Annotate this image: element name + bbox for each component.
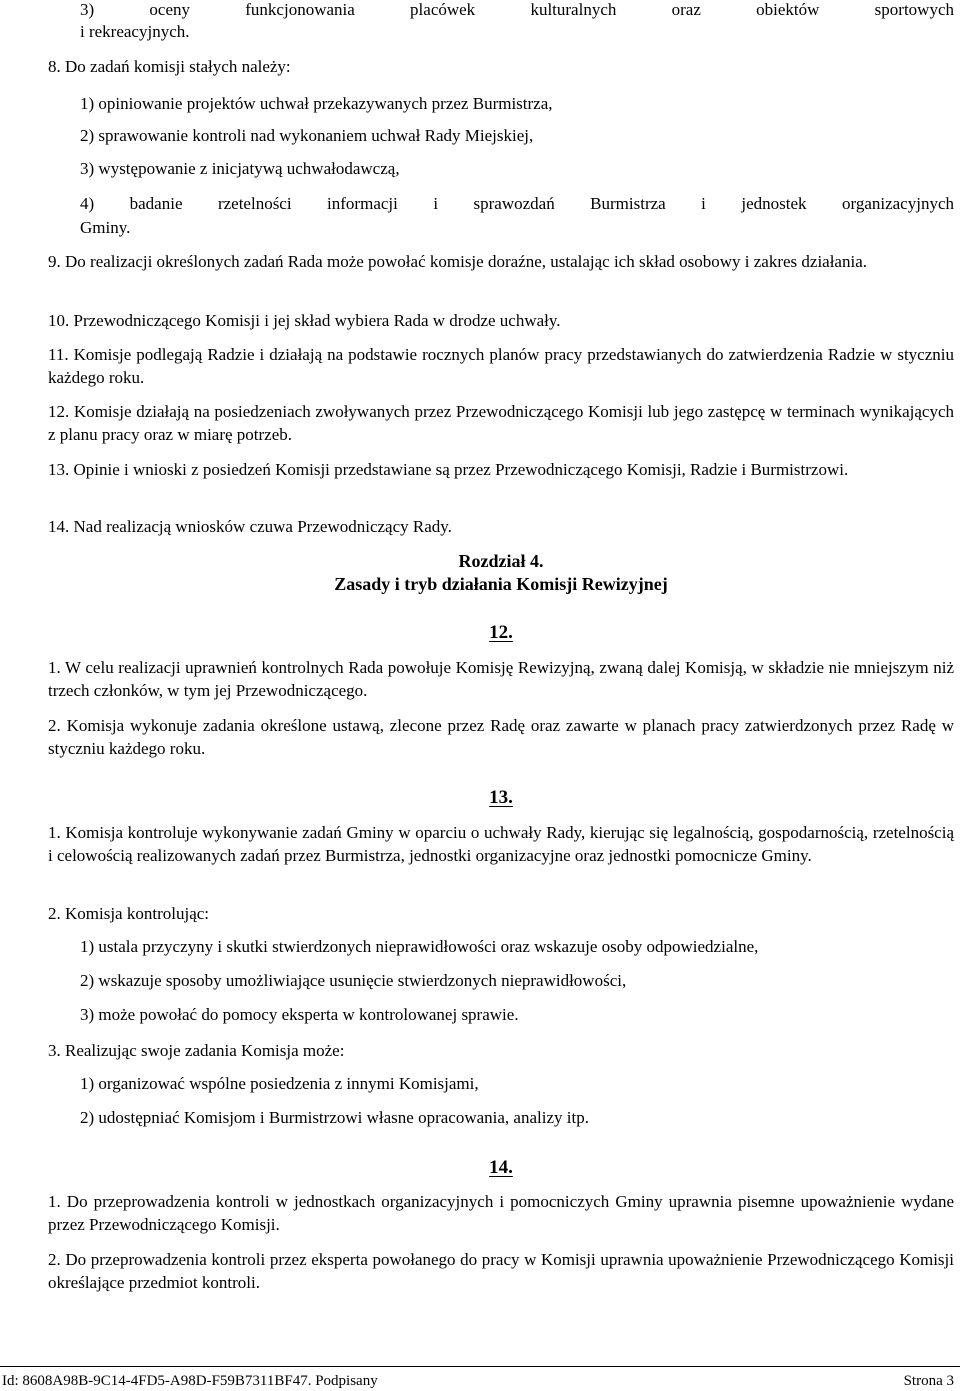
section-13-item-3: 3. Realizując swoje zadania Komisja może:	[48, 1041, 345, 1060]
section-13-heading	[48, 786, 954, 809]
paragraph-14: 14. Nad realizacją wniosków czuwa Przewodniczący Rady.	[48, 517, 452, 536]
chapter-number: Rozdział 4.	[458, 551, 544, 571]
section-13-item-2: 2. Komisja kontrolując:	[48, 904, 210, 923]
section-number: 12.	[489, 622, 513, 643]
paragraph-10: 10. Przewodniczącego Komisji i jej skład wybiera Rada w drodze uchwały.	[48, 311, 561, 330]
section-number: 13.	[489, 787, 513, 808]
chapter-title: Zasady i tryb działania Komisji Rewizyjnej	[334, 574, 668, 594]
document-id: Id: 8608A98B-9C14-4FD5-A98D-F59B7311BF47. Podpisany	[2, 1373, 378, 1389]
list-item: 2) sprawowanie kontroli nad wykonaniem uchwał Rady Miejskiej,	[80, 126, 534, 145]
section-12-heading	[48, 621, 954, 644]
section-14-item-2: 2. Do przeprowadzenia kontroli przez eksperta powołanego do pracy w Komisji uprawnia upoważnienie Przewodniczącego Komisji określające przedmiot kontroli.	[48, 1250, 954, 1292]
list-item: 2) wskazuje sposoby umożliwiające usunięcie stwierdzonych nieprawidłowości,	[80, 971, 627, 990]
page-number: Strona 3	[903, 1373, 954, 1389]
list-item: 4) badanie rzetelności informacji i sprawozdań Burmistrza i jednostek organizacyjnych	[80, 194, 954, 213]
section-12-item-2: 2. Komisja wykonuje zadania określone ustawą, zlecone przez Radę oraz zawarte w planach pracy zatwierdzonych przez Radę w styczniu każdego roku.	[48, 716, 954, 758]
section-number: 14.	[489, 1157, 513, 1178]
section-14-heading	[48, 1156, 954, 1179]
list-item: 2) udostępniać Komisjom i Burmistrzowi własne opracowania, analizy itp.	[80, 1108, 589, 1127]
section-12-item-1: 1. W celu realizacji uprawnień kontrolnych Rada powołuje Komisję Rewizyjną, zwaną dalej Komisją, w składzie nie mniejszym niż trzech członków, w tym jej Przewodniczącego.	[48, 658, 954, 700]
section-13-item-1: 1. Komisja kontroluje wykonywanie zadań Gminy w oparciu o uchwały Rady, kierując się legalnością, gospodarnością, rzetelnością i celowością realizowanych zadań przez Burmistrza, jednostki organizacyjne oraz jednostki pomocnicze Gminy.	[48, 823, 954, 865]
list-item-cont: i rekreacyjnych.	[80, 22, 190, 41]
section-14-item-1: 1. Do przeprowadzenia kontroli w jednostkach organizacyjnych i pomocniczych Gminy uprawnia pisemne upoważnienie wydane przez Przewodniczącego Komisji.	[48, 1192, 954, 1234]
paragraph-9: 9. Do realizacji określonych zadań Rada może powołać komisje doraźne, ustalając ich skład osobowy i zakres działania.	[48, 252, 867, 271]
paragraph-12: 12. Komisje działają na posiedzeniach zwoływanych przez Przewodniczącego Komisji lub jego zastępcę w terminach wynikających z planu pracy oraz w miarę potrzeb.	[48, 402, 954, 444]
list-item: 1) ustala przyczyny i skutki stwierdzonych nieprawidłowości oraz wskazuje osoby odpowiedzialne,	[80, 937, 759, 956]
list-item: 1) opiniowanie projektów uchwał przekazywanych przez Burmistrza,	[80, 94, 553, 113]
list-item: 3) występowanie z inicjatywą uchwałodawczą,	[80, 159, 400, 178]
list-item: 1) organizować wspólne posiedzenia z innymi Komisjami,	[80, 1074, 479, 1093]
paragraph-11: 11. Komisje podlegają Radzie i działają na podstawie rocznych planów pracy przedstawianych do zatwierdzenia Radzie w styczniu każdego roku.	[48, 345, 954, 387]
page-footer	[0, 1366, 960, 1391]
list-item: 3) może powołać do pomocy eksperta w kontrolowanej sprawie.	[80, 1005, 519, 1024]
paragraph-13: 13. Opinie i wnioski z posiedzeń Komisji przedstawiane są przez Przewodniczącego Komisji, Radzie i Burmistrzowi.	[48, 460, 849, 479]
list-item: 3) oceny funkcjonowania placówek kulturalnych oraz obiektów sportowych	[80, 0, 954, 19]
paragraph-8: 8. Do zadań komisji stałych należy:	[48, 57, 291, 76]
list-item-cont: Gminy.	[80, 218, 131, 237]
